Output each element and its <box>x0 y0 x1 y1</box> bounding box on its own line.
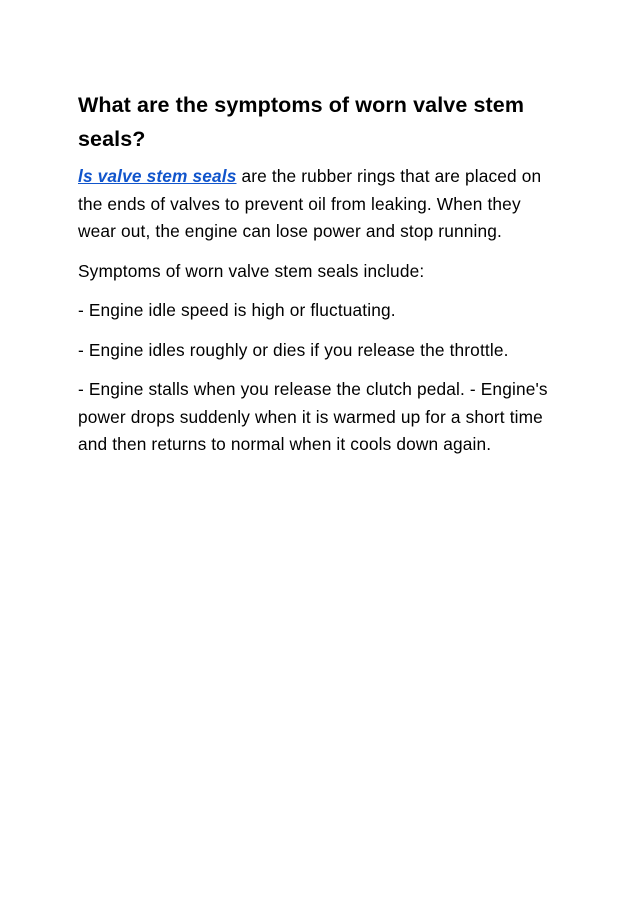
symptom-item: - Engine idles roughly or dies if you release the throttle. <box>78 339 509 360</box>
document-body <box>78 88 562 471</box>
intro-paragraph <box>78 163 562 246</box>
valve-stem-seals-link[interactable]: ls valve stem seals <box>78 166 237 186</box>
symptoms-heading: Symptoms of worn valve stem seals include: <box>78 260 425 281</box>
symptom-item: - Engine idle speed is high or fluctuating. <box>78 300 396 320</box>
symptom-item: - Engine stalls when you release the clutch pedal. - Engine's power drops suddenly when it is warmed up for a short time and then returns to normal when it cools down again. <box>78 379 548 454</box>
intro-text: are the rubber rings that are placed on the ends of valves to prevent oil from leaking. When they wear out, the engine can lose power and stop running. <box>78 166 542 241</box>
page-title: What are the symptoms of worn valve stem seals? <box>78 93 525 151</box>
